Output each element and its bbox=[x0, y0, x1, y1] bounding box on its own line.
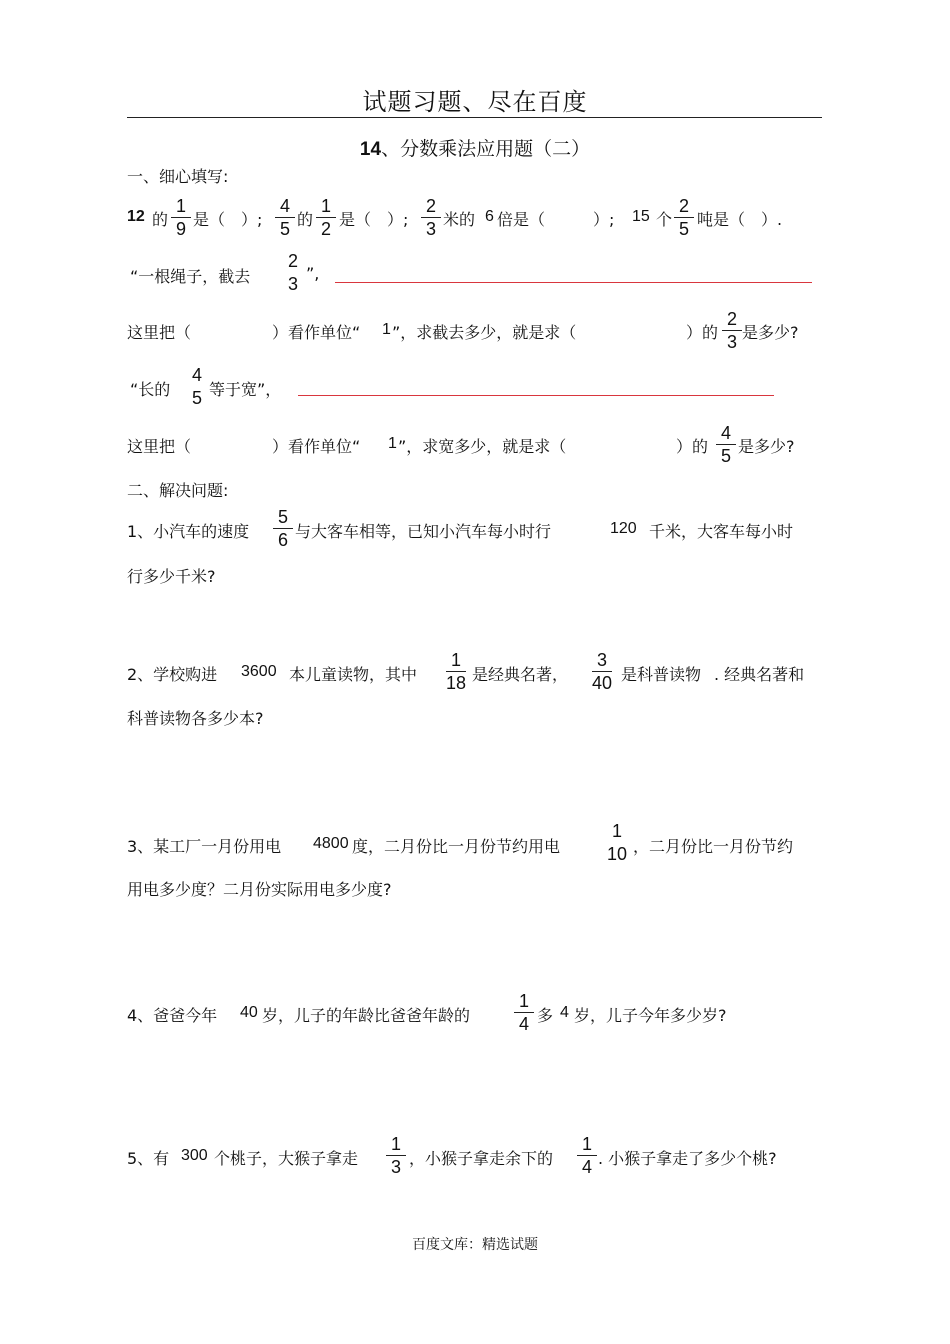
section1-heading: 一、细心填写: bbox=[127, 167, 229, 186]
fraction-bar bbox=[514, 1012, 534, 1013]
line4-b: 等于宽”， bbox=[209, 380, 282, 399]
line5-e: 是多少? bbox=[738, 437, 795, 456]
q1-c: 千米，大客车每小时 bbox=[649, 522, 794, 541]
q2-a: 2、学校购进 bbox=[127, 665, 218, 684]
q4-a: 4、爸爸今年 bbox=[127, 1006, 218, 1025]
q3-d: 用电多少度？二月份实际用电多少度? bbox=[127, 880, 392, 899]
numerator: 1 bbox=[320, 196, 331, 216]
line2-after: ”, bbox=[306, 264, 320, 283]
q2-d: 是科普读物 bbox=[621, 665, 702, 684]
q2-n: 3600 bbox=[241, 663, 277, 680]
fraction-bar bbox=[421, 217, 441, 218]
line3-d: ）的 bbox=[686, 323, 719, 342]
q4-d: 岁，儿子今年多少岁? bbox=[574, 1006, 727, 1025]
line1-six: 6 bbox=[485, 208, 494, 225]
line5-one: 1 bbox=[388, 435, 397, 452]
q3-n: 4800 bbox=[313, 835, 349, 852]
numerator: 4 bbox=[191, 365, 202, 385]
page-footer: 百度文库：精选试题 bbox=[412, 1237, 538, 1253]
denominator: 18 bbox=[445, 673, 467, 693]
line3-c: ”，求截去多少，就是求（ bbox=[392, 323, 577, 342]
fraction-2-5 bbox=[667, 196, 701, 239]
q5-a: 5、有 bbox=[127, 1149, 170, 1168]
fraction-bar bbox=[607, 842, 627, 843]
denominator: 4 bbox=[518, 1014, 529, 1034]
line3-one: 1 bbox=[382, 321, 391, 338]
q1-d: 行多少千米? bbox=[127, 567, 216, 586]
denominator: 40 bbox=[591, 673, 613, 693]
section2-heading: 二、解决问题: bbox=[127, 481, 229, 500]
q1-a: 1、小汽车的速度 bbox=[127, 522, 250, 541]
line1-blank4: 吨是（ ）. bbox=[697, 210, 783, 229]
q5-b: 个桃子，大猴子拿走 bbox=[214, 1149, 359, 1168]
fraction-bar bbox=[674, 217, 694, 218]
q4-c: 多 bbox=[537, 1006, 554, 1025]
denominator: 3 bbox=[726, 332, 737, 352]
line1-de: 的 bbox=[152, 210, 169, 229]
fraction-1-4 bbox=[507, 991, 541, 1034]
fraction-bar bbox=[386, 1155, 406, 1156]
line1-n12: 12 bbox=[127, 208, 145, 225]
header-divider bbox=[127, 117, 822, 118]
answer-line-1 bbox=[335, 282, 812, 283]
fraction-bar bbox=[316, 217, 336, 218]
q2-e: . 经典名著和 bbox=[714, 665, 805, 684]
worksheet-title bbox=[0, 134, 950, 161]
numerator: 1 bbox=[611, 821, 622, 841]
q1-b: 与大客车相等，已知小汽车每小时行 bbox=[295, 522, 552, 541]
fraction-bar bbox=[722, 330, 742, 331]
denominator: 4 bbox=[581, 1157, 592, 1177]
denominator: 5 bbox=[720, 446, 731, 466]
q4-b: 岁，儿子的年龄比爸爸年龄的 bbox=[262, 1006, 471, 1025]
denominator: 3 bbox=[425, 219, 436, 239]
line2-text: “一根绳子，截去 bbox=[130, 267, 251, 286]
numerator: 1 bbox=[581, 1134, 592, 1154]
line1-blank2: 是（ ）; bbox=[339, 210, 409, 229]
fraction-1-18 bbox=[439, 650, 473, 693]
q4-n2: 4 bbox=[560, 1004, 569, 1021]
numerator: 1 bbox=[518, 991, 529, 1011]
line1-ge: 个 bbox=[656, 210, 673, 229]
denominator: 3 bbox=[287, 274, 298, 294]
q2-b: 本儿童读物，其中 bbox=[289, 665, 418, 684]
denominator: 6 bbox=[277, 530, 288, 550]
line5-c: ”，求宽多少，就是求（ bbox=[398, 437, 567, 456]
numerator: 2 bbox=[287, 251, 298, 271]
denominator: 5 bbox=[678, 219, 689, 239]
q3-a: 3、某工厂一月份用电 bbox=[127, 837, 282, 856]
q5-d: . 小猴子拿走了多少个桃? bbox=[598, 1149, 777, 1168]
line3-b: ）看作单位“ bbox=[272, 323, 361, 342]
fraction-bar bbox=[275, 217, 295, 218]
numerator: 2 bbox=[425, 196, 436, 216]
q4-n: 40 bbox=[240, 1004, 258, 1021]
line1-blank1: 是（ ）; bbox=[193, 210, 263, 229]
line1-mi: 米的 bbox=[443, 210, 476, 229]
numerator: 4 bbox=[279, 196, 290, 216]
q3-c: ，二月份比一月份节约 bbox=[633, 837, 794, 856]
line1-blank3: 倍是（ ）; bbox=[497, 210, 615, 229]
answer-line-2 bbox=[298, 395, 774, 396]
fraction-bar bbox=[187, 386, 207, 387]
denominator: 2 bbox=[320, 219, 331, 239]
line1-de2: 的 bbox=[297, 210, 314, 229]
fraction-bar bbox=[283, 272, 303, 273]
line4-a: “长的 bbox=[130, 380, 171, 399]
denominator: 5 bbox=[191, 388, 202, 408]
numerator: 4 bbox=[720, 423, 731, 443]
numerator: 1 bbox=[175, 196, 186, 216]
line3-a: 这里把（ bbox=[127, 323, 192, 342]
numerator: 1 bbox=[450, 650, 461, 670]
page-banner: 试题习题、尽在百度 bbox=[362, 88, 588, 116]
title-number: 14 bbox=[359, 139, 382, 160]
line5-b: ）看作单位“ bbox=[272, 437, 361, 456]
line5-a: 这里把（ bbox=[127, 437, 192, 456]
q3-b: 度，二月份比一月份节约用电 bbox=[352, 837, 561, 856]
q5-c: ，小猴子拿走余下的 bbox=[409, 1149, 554, 1168]
fraction-bar bbox=[171, 217, 191, 218]
fraction-1-2 bbox=[309, 196, 343, 239]
q2-c: 是经典名著， bbox=[472, 665, 569, 684]
fraction-bar bbox=[592, 671, 612, 672]
denominator: 5 bbox=[279, 219, 290, 239]
q1-n: 120 bbox=[610, 520, 637, 537]
numerator: 3 bbox=[596, 650, 607, 670]
numerator: 5 bbox=[277, 507, 288, 527]
fraction-bar bbox=[273, 528, 293, 529]
denominator: 10 bbox=[606, 844, 628, 864]
denominator: 9 bbox=[175, 219, 186, 239]
denominator: 3 bbox=[390, 1157, 401, 1177]
fraction-bar bbox=[716, 444, 736, 445]
fraction-2-3-b bbox=[276, 251, 310, 294]
fraction-1-3 bbox=[379, 1134, 413, 1177]
fraction-3-40 bbox=[585, 650, 619, 693]
title-text: 、分数乘法应用题（二） bbox=[381, 138, 591, 160]
numerator: 2 bbox=[726, 309, 737, 329]
fraction-bar bbox=[577, 1155, 597, 1156]
line3-e: 是多少? bbox=[742, 323, 799, 342]
q2-f: 科普读物各多少本? bbox=[127, 709, 264, 728]
line5-d: ）的 bbox=[676, 437, 709, 456]
q5-n: 300 bbox=[181, 1147, 208, 1164]
numerator: 2 bbox=[678, 196, 689, 216]
line1-n15: 15 bbox=[632, 208, 650, 225]
numerator: 1 bbox=[390, 1134, 401, 1154]
fraction-bar bbox=[446, 671, 466, 672]
fraction-1-10 bbox=[600, 821, 634, 864]
